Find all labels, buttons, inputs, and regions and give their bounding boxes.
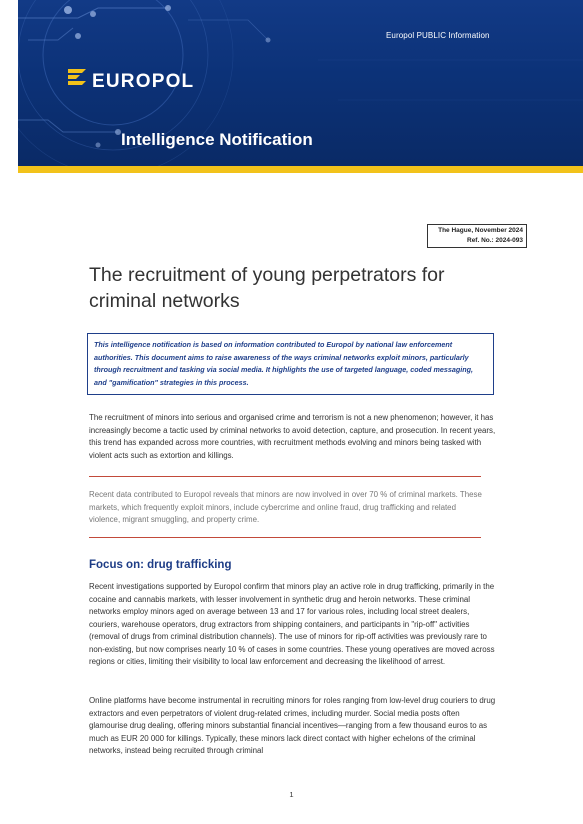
place-date: The Hague, November 2024 <box>438 227 523 234</box>
reference-number: Ref. No.: 2024-093 <box>467 237 523 244</box>
classification-label: Europol PUBLIC Information <box>386 31 490 40</box>
divider-top <box>89 476 481 477</box>
highlight-paragraph: Recent data contributed to Europol reveals that minors are now involved in over 70 % of criminal markets. These markets, which frequently exploit minors, include cybercrime and online fraud, drug trafficking and related violence, migrant smuggling, and property crime. <box>89 490 482 524</box>
body-paragraph-2: Online platforms have become instrumental in recruiting minors for roles ranging from low-level drug couriers to drug extractors and even perpetrators of violent drug-related crimes, including murder. Social media posts often glamourise drug dealing, offering minors substantial financial incentives—ranging from a few thousand euros to as much as EUR 20 000 for killings. Typically, these minors lack direct contact with higher echelons of the criminal networks, instead being recruited through criminal <box>89 696 496 755</box>
page-number: 1 <box>289 790 294 799</box>
europol-logo-text: EUROPOL <box>92 71 195 92</box>
section-heading: Focus on: drug trafficking <box>89 559 232 571</box>
header-banner <box>18 0 583 166</box>
europol-logo-icon <box>66 64 92 90</box>
document-title: The recruitment of young perpetrators for criminal networks <box>89 264 445 312</box>
divider-bottom <box>89 537 481 538</box>
body-paragraph-1: Recent investigations supported by Europol confirm that minors play an active role in drug trafficking, primarily in the cocaine and cannabis markets, with lesser involvement in synthetic drug and heroin networks. These criminal networks employ minors aged on average between 13 and 17 for various roles, including local street dealers, couriers, warehouse operators, drug extractors from shipping containers, and participants in "rip-off" activities (removal of drugs from criminal distribution channels). The use of minors for rip-off activities was previously rare to non-existing, but now comprises nearly 10 % of cases in some countries. These young operatives are moved across regions or cities, limiting their visibility to local law enforcement and decreasing the likelihood of arrest. <box>89 582 495 666</box>
yellow-accent-bar <box>18 166 583 173</box>
intro-paragraph: The recruitment of minors into serious and organised crime and terrorism is not a new phenomenon; however, it has increasingly become a tactic used by criminal networks to avoid detection, capture, and prosecution. In recent years, this trend has expanded across more countries, with recruitment methods evolving and minors being tasked with violent acts such as extortion and killings. <box>89 413 496 460</box>
reference-box <box>427 224 527 248</box>
notification-title: Intelligence Notification <box>121 130 313 149</box>
summary-box: This intelligence notification is based on information contributed to Europol by national law enforcement authorities. This document aims to raise awareness of the ways criminal networks exploit minors, particularly through recruitment and tasking via social media. It highlights the use of targeted language, coded messaging, and "gamification" strategies in this process. <box>87 333 494 395</box>
